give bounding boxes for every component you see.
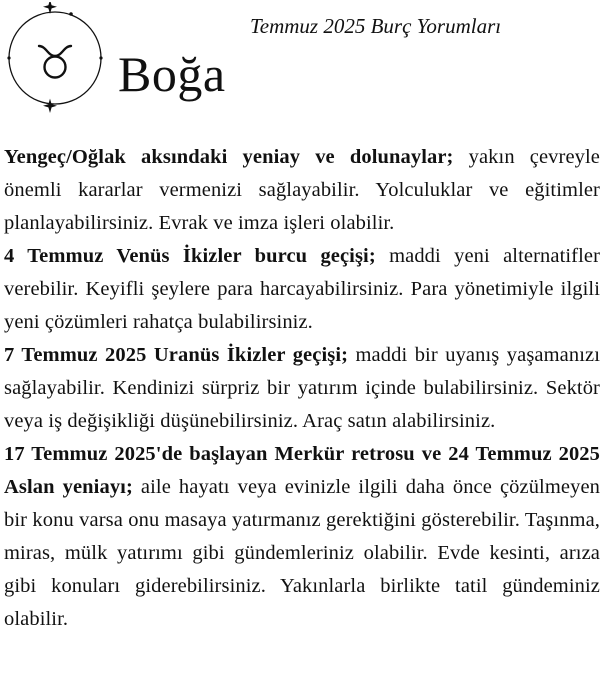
paragraph-body: yakın çevreyle önemli kararlar vermenizi sağlayabilir. Yolculuklar ve eğitimler planlayabilirsiniz. Evrak ve imza işleri olabilir. bbox=[4, 146, 601, 234]
sparkle-icon bbox=[43, 99, 57, 113]
paragraph-body: maddi yeni alternatifler verebilir. Keyifli şeylere para harcayabilirsiniz. Para yönetimiyle ilgili yeni çözümleri rahatça bulabilirsiniz. bbox=[4, 245, 601, 333]
horoscope-paragraph bbox=[4, 438, 600, 636]
taurus-emblem-icon bbox=[2, 2, 112, 114]
zodiac-sign-title: Boğa bbox=[118, 46, 226, 102]
page-title: Temmuz 2025 Burç Yorumları bbox=[250, 14, 502, 38]
zodiac-emblem bbox=[2, 2, 112, 114]
horoscope-paragraph bbox=[4, 240, 600, 339]
paragraph-heading: 4 Temmuz Venüs İkizler burcu geçişi; bbox=[4, 245, 376, 267]
paragraph-body: maddi bir uyanış yaşamanızı sağlayabilir. Kendinizi sürpriz bir yatırım içinde bulabilirsiniz. Sektör veya iş değişikliği düşünebilirsiniz. Araç satın alabilirsiniz. bbox=[4, 344, 601, 432]
horoscope-content bbox=[4, 141, 600, 636]
horoscope-paragraph bbox=[4, 141, 600, 240]
paragraph-heading: Yengeç/Oğlak aksındaki yeniay ve dolunaylar; bbox=[4, 146, 454, 168]
taurus-icon bbox=[39, 46, 71, 78]
paragraph-body: aile hayatı veya evinizle ilgili daha önce çözülmeyen bir konu varsa onu masaya yatırmanız gerektiğini gösterebilir. Taşınma, miras, mülk yatırımı gibi gündemleriniz olabilir. Evde kesinti, arıza gibi konuları giderebilirsiniz. Yakınlarla birlikte tatil gündeminiz olabilir. bbox=[4, 476, 600, 630]
paragraph-heading: 7 Temmuz 2025 Uranüs İkizler geçişi; bbox=[4, 344, 349, 366]
paragraph-heading: 17 Temmuz 2025'de başlayan Merkür retrosu ve 24 Temmuz 2025 Aslan yeniayı; bbox=[4, 443, 600, 498]
horoscope-paragraph bbox=[4, 339, 600, 438]
